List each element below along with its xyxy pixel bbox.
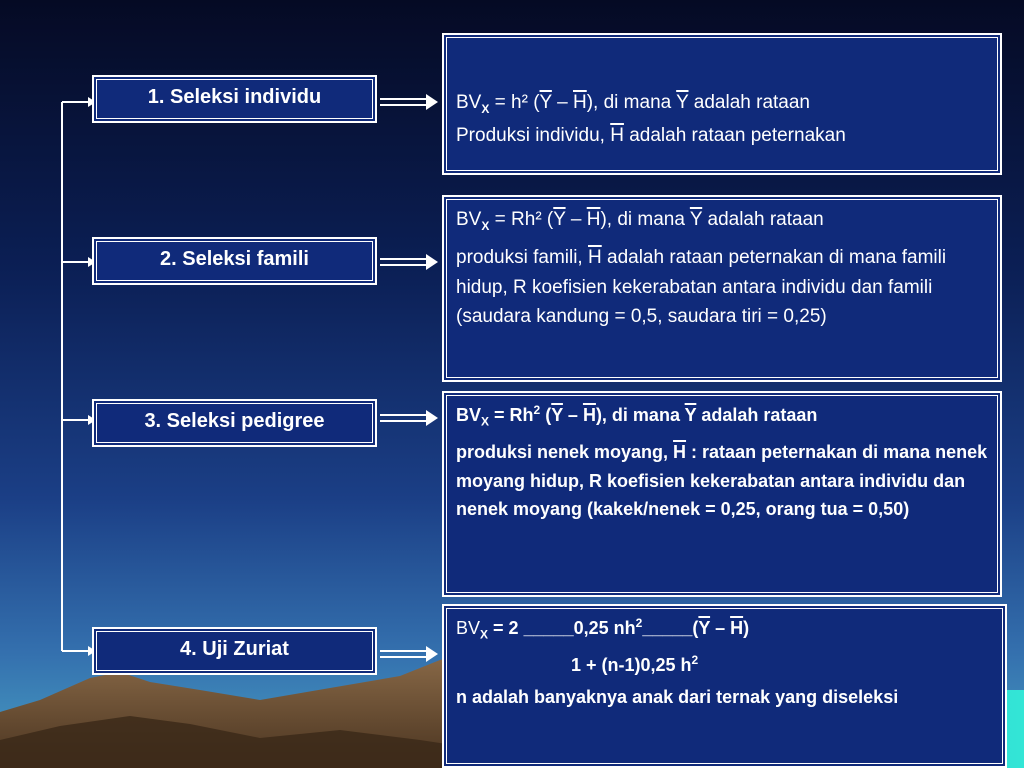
formula-box-pedigree	[442, 391, 1002, 597]
method-label: 1. Seleksi individu	[147, 86, 322, 108]
method-box-individu	[92, 75, 377, 123]
formula-description: n adalah banyaknya anak dari ternak yang diseleksi	[456, 686, 899, 707]
method-label: 3. Seleksi pedigree	[144, 410, 325, 432]
method-label: 2. Seleksi famili	[160, 248, 309, 270]
formula-description: produksi famili, $\overline{H}$ adalah rataan peternakan di mana famili hidup, R koefisien kekerabatan antara individu dan famili (saudara kandung = 0,5, saudara tiri = 0,25)	[456, 247, 947, 328]
formula-line: $BV_X = Rh^2$ $(\overline{Y} - \overline{H})$, di mana $\overline{Y}$ adalah rataan	[456, 209, 824, 233]
formula-box-famili	[442, 195, 1002, 382]
formula-box-zuriat	[442, 604, 1007, 768]
formula-denominator: 1 + (n-1)0,25 $h^2$	[571, 652, 699, 675]
formula-description: Produksi individu, $\overline{H}$ adalah rataan peternakan	[456, 124, 846, 146]
formula-line: $BV_X = 2$ _____0,25 $nh^2\_\_\_\_\_(\overline{Y} - \overline{H})$	[456, 616, 750, 642]
method-box-famili	[92, 237, 377, 285]
formula-description: produksi nenek moyang, $\overline{H}$ : rataan peternakan di mana nenek moyang hidup, R koefisien kekerabatan antara individu dan nenek moyang (kakek/nenek = 0,25, orang tua = 0,50)	[456, 441, 988, 520]
formula-line: $BV_X = h^2$ $(\overline{Y} - \overline{H})$, di mana $\overline{Y}$ adalah rataan	[456, 92, 810, 116]
method-box-zuriat	[92, 627, 377, 675]
formula-box-individu	[442, 33, 1002, 175]
method-label: 4. Uji Zuriat	[180, 638, 289, 660]
formula-line: $BV_X = Rh^2$ $(\overline{Y} - \overline{H})$, di mana $\overline{Y}$ adalah rataan	[456, 403, 818, 429]
method-box-pedigree	[92, 399, 377, 447]
